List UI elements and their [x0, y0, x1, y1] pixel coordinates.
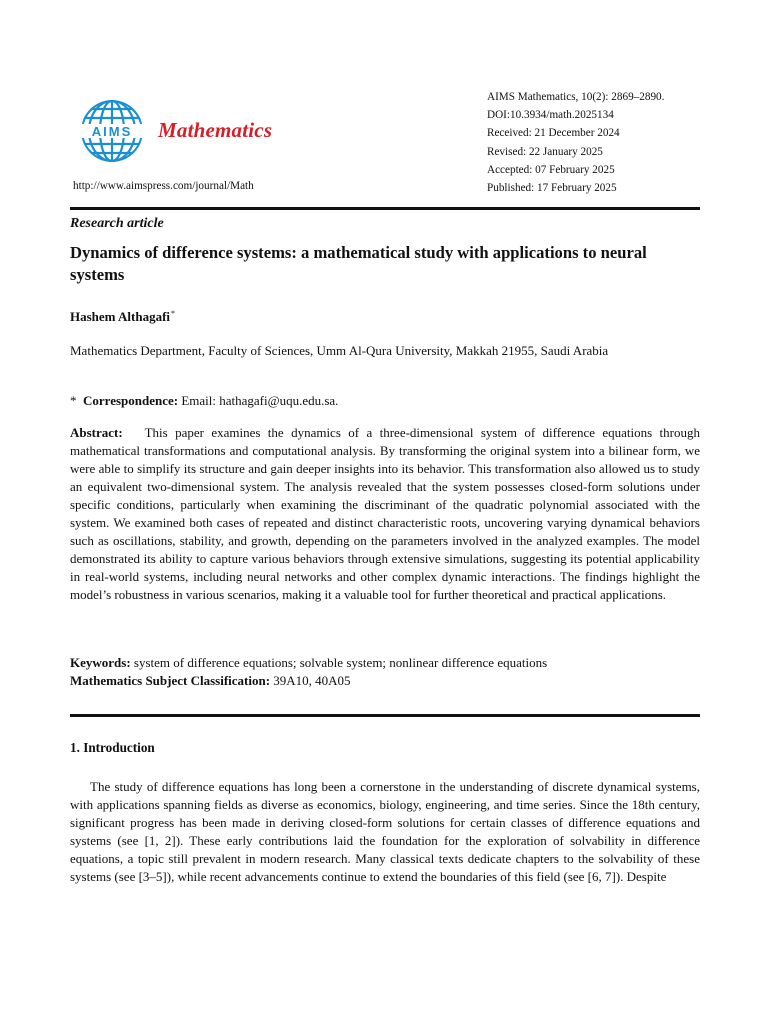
article-title: Dynamics of difference systems: a mathematical study with applications to neural systems — [70, 243, 647, 284]
msc-value: 39A10, 40A05 — [273, 673, 351, 688]
section-heading-introduction: 1. Introduction — [70, 740, 155, 755]
abstract-label: Abstract: — [70, 425, 123, 440]
msc — [70, 672, 700, 690]
published-date: Published: 17 February 2025 — [487, 182, 617, 195]
journal-url-link[interactable]: http://www.aimspress.com/journal/Math — [73, 180, 254, 192]
abstract-divider — [70, 714, 700, 717]
accepted-date: Accepted: 07 February 2025 — [487, 163, 615, 176]
article-type: Research article — [70, 216, 164, 231]
publication-meta — [487, 88, 664, 197]
aims-logo — [76, 98, 148, 164]
doi[interactable]: DOI:10.3934/math.2025134 — [487, 109, 614, 122]
correspondence — [70, 393, 338, 409]
citation: AIMS Mathematics, 10(2): 2869–2890. — [487, 91, 665, 103]
aims-globe-icon — [76, 98, 148, 164]
author-mark: * — [171, 309, 176, 318]
author-name: Hashem Althagafi — [70, 309, 171, 324]
affiliation: Mathematics Department, Faculty of Sciences, Umm Al-Qura University, Makkah 21955, Saudi Arabia — [70, 343, 609, 358]
keywords-block — [70, 654, 700, 690]
revised-date: Revised: 22 January 2025 — [487, 145, 603, 158]
abstract — [70, 424, 700, 604]
journal-name: Mathematics — [158, 118, 273, 142]
header-divider — [70, 207, 700, 210]
msc-label: Mathematics Subject Classification: — [70, 673, 271, 688]
keywords-label: Keywords: — [70, 655, 131, 670]
logo-text: AIMS — [91, 124, 133, 139]
correspondence-marker: * — [70, 393, 77, 408]
author — [70, 309, 175, 325]
keywords-value: system of difference equations; solvable system; nonlinear difference equations — [133, 655, 548, 670]
abstract-text: This paper examines the dynamics of a three-dimensional system of difference equations through mathematical transformations and computational analysis. By transforming the original system into a bilinear form, we were able to simplify its structure and gain deeper insights into its behavior. This transformation also allowed us to study an equivalent two-dimensional system. The analysis revealed that the system possesses closed-form solutions under specific conditions, particularly when examining the discriminant of the quadratic polynomial associated with the system. We examined both cases of repeated and distinct characteristic roots, uncovering varying dynamical behaviors such as oscillations, stability, and growth, depending on the parameters involved in the analyzed examples. The model demonstrated its ability to capture various behaviors through extensive simulations, suggesting its potential applicability in real-world systems, including neural networks and other complex dynamic interactions. The findings highlight the model’s robustness in various scenarios, making it a valuable tool for further theoretical and practical applications. — [70, 425, 700, 603]
keywords — [70, 654, 700, 672]
received-date: Received: 21 December 2024 — [487, 127, 620, 140]
correspondence-email[interactable]: Email: hathagafi@uqu.edu.sa. — [181, 393, 339, 408]
section-paragraph-introduction: The study of difference equations has long been a cornerstone in the understanding of discrete dynamical systems, with applications spanning fields as diverse as economics, biology, engineering, and time series. Since the 18th century, significant progress has been made in deriving closed-form solutions for certain classes of difference equations and systems (see [1, 2]). These early contributions laid the foundation for the exploration of solvability in difference equations, a topic still prevalent in modern research. Many classical texts dedicate chapters to the solvability of these systems (see [3–5]), while recent advancements continue to extend the boundaries of this field (see [6, 7]). Despite — [70, 779, 700, 885]
correspondence-label: Correspondence: — [83, 393, 179, 408]
